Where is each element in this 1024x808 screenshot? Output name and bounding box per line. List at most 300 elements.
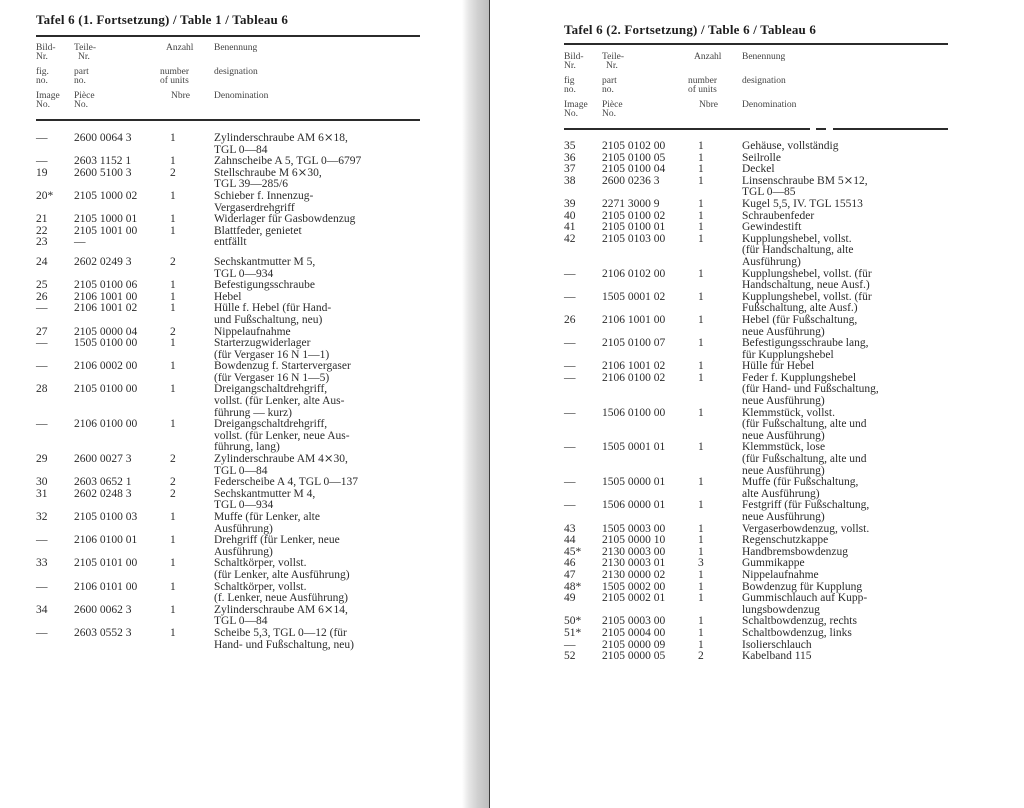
- quantity: 1: [698, 313, 704, 326]
- parts-list: [564, 141, 964, 663]
- description-line: Festgriff (für Fußschaltung,: [742, 499, 870, 512]
- table-row: [36, 133, 426, 156]
- quantity: 1: [698, 209, 704, 222]
- description-line: für Kupplungshebel: [742, 348, 834, 361]
- parts-list: [36, 133, 426, 651]
- right-page: [490, 0, 1024, 808]
- quantity: 1: [698, 626, 704, 639]
- header-fig-en-2: no.: [564, 85, 576, 95]
- quantity: 1: [698, 406, 704, 419]
- quantity: 1: [170, 418, 176, 431]
- description-line: Kugel 5,5, IV. TGL 15513: [742, 197, 863, 210]
- header-part-en-2: no.: [74, 76, 86, 86]
- description-line: Starterzugwiderlager: [214, 337, 311, 350]
- table-title: Tafel 6 (2. Fortsetzung) / Table 6 / Tableau 6: [564, 22, 817, 37]
- description-line: Widerlager für Gasbowdenzug: [214, 213, 356, 226]
- part-number: 2105 0103 00: [602, 232, 666, 245]
- part-number: 2105 0000 09: [602, 638, 666, 651]
- fig-number: 50*: [564, 615, 582, 628]
- description: [214, 361, 426, 384]
- header-fig-de-2: Nr.: [564, 61, 576, 71]
- quantity: 2: [698, 650, 704, 663]
- description-line: Handschaltung, neue Ausf.): [742, 279, 870, 292]
- description-line: Schaltbowdenzug, rechts: [742, 615, 857, 628]
- part-number: 1505 0001 02: [602, 290, 666, 303]
- description-line: (für Lenker, alte Ausführung): [214, 568, 350, 581]
- description: [214, 605, 426, 628]
- description-line: Schieber f. Innenzug-: [214, 189, 314, 202]
- description-line: TGL 0—84: [214, 464, 268, 477]
- quantity: 1: [698, 615, 704, 628]
- description-line: Hebel: [214, 290, 242, 303]
- header-top-rule: [36, 35, 420, 37]
- description-line: Bowdenzug f. Startervergaser: [214, 360, 351, 373]
- part-number: 2130 0003 00: [602, 545, 666, 558]
- table-row: [564, 141, 964, 153]
- table-row: [564, 500, 964, 523]
- description-line: Hebel (für Fußschaltung,: [742, 313, 858, 326]
- part-number: 2105 0100 00: [74, 383, 138, 396]
- description-line: neue Ausführung): [742, 464, 825, 477]
- table-row: [564, 292, 964, 315]
- table-row: [36, 489, 426, 512]
- description-line: neue Ausführung): [742, 429, 825, 442]
- table-row: [564, 338, 964, 361]
- description: [214, 168, 426, 191]
- description: [214, 237, 426, 249]
- table-row: [564, 593, 964, 616]
- part-number: 2105 0003 00: [602, 615, 666, 628]
- quantity: 1: [170, 360, 176, 373]
- part-number: 2106 0102 00: [602, 267, 666, 280]
- description-line: Kabelband 115: [742, 650, 812, 663]
- description: [214, 512, 426, 535]
- part-number: 2602 0248 3: [74, 487, 132, 500]
- description: [742, 141, 964, 153]
- description-line: Gummikappe: [742, 557, 805, 570]
- table-row: [36, 384, 426, 419]
- description-line: und Fußschaltung, neu): [214, 313, 323, 326]
- description: [214, 489, 426, 512]
- description-line: TGL 0—84: [214, 143, 268, 156]
- part-number: 2130 0000 02: [602, 568, 666, 581]
- description-line: Klemmstück, lose: [742, 441, 826, 454]
- description: [742, 570, 964, 582]
- fig-number: 27: [36, 325, 48, 338]
- fig-number: —: [564, 371, 576, 384]
- table-row: [36, 303, 426, 326]
- description-line: Zylinderschraube AM 6⨯18,: [214, 132, 348, 144]
- quantity: 1: [698, 151, 704, 164]
- left-page: [0, 0, 462, 808]
- table-row: [564, 234, 964, 269]
- header-part-de: Teile-: [602, 52, 625, 62]
- fig-number: 32: [36, 511, 48, 523]
- description-line: Zahnscheibe A 5, TGL 0—6797: [214, 155, 362, 168]
- description-line: neue Ausführung): [742, 325, 825, 338]
- description-line: Blattfeder, genietet: [214, 224, 302, 237]
- fig-number: —: [564, 638, 576, 651]
- quantity: 1: [170, 224, 176, 237]
- part-number: 2106 0002 00: [74, 360, 138, 373]
- quantity: 1: [698, 290, 704, 303]
- quantity: 2: [170, 453, 176, 466]
- header-bottom-rule: [36, 119, 420, 121]
- description-line: führung — kurz): [214, 406, 292, 419]
- header-desc-fr: Denomination: [742, 100, 797, 110]
- description: [742, 269, 964, 292]
- table-row: [36, 535, 426, 558]
- part-number: 2105 0101 00: [74, 557, 138, 570]
- header-qty-en: number: [160, 67, 190, 77]
- quantity: 1: [170, 580, 176, 593]
- description: [742, 651, 964, 663]
- book-gutter: [462, 0, 489, 808]
- quantity: 1: [698, 267, 704, 280]
- part-number: 2106 1001 00: [74, 290, 138, 303]
- description-line: Vergaserdrehgriff: [214, 201, 295, 214]
- description-line: Nippelaufnahme: [742, 568, 819, 581]
- description-line: Gewindestift: [742, 221, 802, 234]
- column-header: [36, 43, 420, 113]
- description-line: führung, lang): [214, 441, 280, 454]
- header-qty-fr: Nbre: [171, 91, 190, 101]
- description-line: Dreigangschaltdrehgriff,: [214, 383, 328, 396]
- description-line: (für Handschaltung, alte: [742, 244, 854, 257]
- quantity: 1: [698, 337, 704, 350]
- fig-number: —: [36, 580, 48, 593]
- description-line: Deckel: [742, 163, 775, 176]
- description-line: alte Ausführung): [742, 487, 820, 500]
- quantity: 1: [170, 534, 176, 547]
- table-row: [36, 257, 426, 280]
- column-header: [564, 52, 948, 122]
- description-line: TGL 0—85: [742, 186, 796, 199]
- description-line: Klemmstück, vollst.: [742, 406, 835, 419]
- part-number: 2600 5100 3: [74, 166, 132, 179]
- description-line: Ausführung): [214, 545, 273, 558]
- description-line: Hand- und Fußschaltung, neu): [214, 638, 354, 651]
- header-top-rule: [564, 43, 948, 45]
- part-number: 2105 0000 10: [602, 534, 666, 547]
- part-number: 2105 0100 06: [74, 279, 138, 292]
- quantity: 1: [698, 476, 704, 489]
- description-line: Scheibe 5,3, TGL 0—12 (für: [214, 626, 347, 639]
- header-qty-de: Anzahl: [166, 43, 194, 53]
- part-number: 1506 0000 01: [602, 499, 666, 512]
- part-number: 2106 0100 01: [74, 534, 138, 547]
- description-line: Linsenschraube BM 5⨯12,: [742, 174, 868, 187]
- fig-number: 49: [564, 592, 576, 605]
- part-number: 2106 1001 02: [74, 302, 138, 315]
- description: [214, 338, 426, 361]
- header-qty-en: number: [688, 76, 718, 86]
- table-row: [36, 237, 426, 249]
- description: [214, 214, 426, 226]
- table-row: [564, 269, 964, 292]
- table-row: [564, 373, 964, 408]
- description-line: Hülle für Hebel: [742, 360, 815, 373]
- header-fig-de: Bild-: [36, 43, 56, 53]
- table-row: [564, 176, 964, 199]
- part-number: 2105 0100 04: [602, 163, 666, 176]
- quantity: 1: [170, 213, 176, 226]
- table-row: [36, 361, 426, 384]
- fig-number: 34: [36, 603, 48, 616]
- table-row: [564, 442, 964, 477]
- quantity: 1: [698, 360, 704, 373]
- part-number: 2603 0652 1: [74, 476, 132, 489]
- part-number: 2105 0004 00: [602, 626, 666, 639]
- quantity: 3: [698, 557, 704, 570]
- header-bottom-rule-left: [564, 128, 810, 130]
- description-line: Nippelaufnahme: [214, 325, 291, 338]
- fig-number: 46: [564, 557, 576, 570]
- description-line: Befestigungsschraube lang,: [742, 337, 869, 350]
- part-number: 2105 0100 07: [602, 337, 666, 350]
- description-line: Schaltbowdenzug, links: [742, 626, 852, 639]
- part-number: 2600 0062 3: [74, 603, 132, 616]
- quantity: 2: [170, 255, 176, 268]
- description: [214, 454, 426, 477]
- description: [742, 628, 964, 640]
- part-number: 2600 0236 3: [602, 174, 660, 187]
- header-fig-en: fig.: [36, 67, 49, 77]
- description-line: Ausführung): [214, 522, 273, 535]
- header-fig-de: Bild-: [564, 52, 584, 62]
- header-desc-en: designation: [214, 67, 258, 77]
- part-number: 2105 0100 01: [602, 221, 666, 234]
- description: [214, 280, 426, 292]
- description-line: Gehäuse, vollständig: [742, 140, 839, 152]
- header-part-de-2: Nr.: [606, 61, 618, 71]
- header-part-en: part: [602, 76, 617, 86]
- fig-number: 30: [36, 476, 48, 489]
- quantity: 1: [170, 189, 176, 202]
- table-row: [564, 315, 964, 338]
- description-line: (für Hand- und Fußschaltung,: [742, 383, 879, 396]
- description-line: Regenschutzkappe: [742, 534, 829, 547]
- description-line: TGL 0—934: [214, 499, 274, 512]
- header-qty-en-2: of units: [160, 76, 189, 86]
- quantity: 1: [170, 302, 176, 315]
- description-line: TGL 0—84: [214, 615, 268, 628]
- header-fig-de-2: Nr.: [36, 52, 48, 62]
- part-number: 2600 0027 3: [74, 453, 132, 466]
- header-qty-fr: Nbre: [699, 100, 718, 110]
- description-line: Kupplungshebel, vollst. (für: [742, 290, 872, 303]
- part-number: —: [74, 236, 86, 249]
- description: [214, 303, 426, 326]
- header-desc-de: Benennung: [214, 43, 258, 53]
- table-row: [564, 477, 964, 500]
- part-number: 2105 0000 04: [74, 325, 138, 338]
- fig-number: 26: [36, 290, 48, 303]
- description-line: Handbremsbowdenzug: [742, 545, 849, 558]
- fig-number: —: [564, 499, 576, 512]
- description: [214, 191, 426, 214]
- quantity: 1: [170, 279, 176, 292]
- part-number: 2105 0000 05: [602, 650, 666, 663]
- part-number: 2105 0002 01: [602, 592, 666, 605]
- description: [214, 384, 426, 419]
- description-line: Federscheibe A 4, TGL 0—137: [214, 476, 359, 489]
- quantity: 1: [698, 441, 704, 454]
- description-line: Hülle f. Hebel (für Hand-: [214, 302, 332, 315]
- description-line: vollst. (für Lenker, neue Aus-: [214, 429, 350, 442]
- description-line: Gummischlauch auf Kupp-: [742, 592, 868, 605]
- table-row: [36, 168, 426, 191]
- description-line: Seilrolle: [742, 151, 781, 164]
- description-line: Schaltkörper, vollst.: [214, 557, 307, 570]
- description-line: Drehgriff (für Lenker, neue: [214, 534, 340, 547]
- table-row: [36, 419, 426, 454]
- header-bottom-rule-right: [833, 128, 948, 130]
- description-line: Schaltkörper, vollst.: [214, 580, 307, 593]
- quantity: 1: [698, 197, 704, 210]
- fig-number: 52: [564, 650, 576, 663]
- header-part-de: Teile-: [74, 43, 97, 53]
- table-row: [36, 191, 426, 214]
- fig-number: 22: [36, 224, 48, 237]
- quantity: 1: [698, 499, 704, 512]
- description: [742, 234, 964, 269]
- fig-number: —: [564, 267, 576, 280]
- fig-number: 41: [564, 221, 576, 234]
- part-number: 2105 0100 02: [602, 209, 666, 222]
- header-part-fr-2: No.: [602, 109, 616, 119]
- description: [742, 315, 964, 338]
- fig-number: 33: [36, 557, 48, 570]
- description-line: Feder f. Kupplungshebel: [742, 371, 857, 384]
- description: [742, 222, 964, 234]
- quantity: 1: [698, 221, 704, 234]
- description-line: Schraubenfeder: [742, 209, 815, 222]
- header-fig-fr: Image: [564, 100, 588, 110]
- header-qty-de: Anzahl: [694, 52, 722, 62]
- quantity: 1: [170, 337, 176, 350]
- table-row: [36, 558, 426, 581]
- fig-number: 35: [564, 140, 576, 152]
- description: [214, 558, 426, 581]
- fig-number: 28: [36, 383, 48, 396]
- header-fig-fr-2: No.: [564, 109, 578, 119]
- description: [742, 373, 964, 408]
- description: [742, 408, 964, 443]
- quantity: 1: [698, 522, 704, 535]
- header-bottom-rule-mid: [816, 128, 826, 130]
- fig-number: —: [564, 290, 576, 303]
- description-line: Muffe (für Lenker, alte: [214, 511, 320, 523]
- header-qty-en-2: of units: [688, 85, 717, 95]
- fig-number: 43: [564, 522, 576, 535]
- quantity: 1: [698, 163, 704, 176]
- fig-number: 37: [564, 163, 576, 176]
- quantity: 2: [170, 166, 176, 179]
- table-row: [564, 222, 964, 234]
- quantity: 1: [170, 557, 176, 570]
- description: [214, 133, 426, 156]
- description-line: Dreigangschaltdrehgriff,: [214, 418, 328, 431]
- description: [214, 582, 426, 605]
- description: [742, 199, 964, 211]
- description: [742, 500, 964, 523]
- table-row: [564, 408, 964, 443]
- part-number: 2105 0100 05: [602, 151, 666, 164]
- part-number: 2603 1152 1: [74, 155, 132, 168]
- part-number: 2105 1000 01: [74, 213, 138, 226]
- quantity: 1: [170, 132, 176, 144]
- header-fig-en: fig: [564, 76, 575, 86]
- part-number: 2105 1000 02: [74, 189, 138, 202]
- description: [742, 477, 964, 500]
- quantity: 1: [170, 603, 176, 616]
- part-number: 1505 0001 01: [602, 441, 666, 454]
- description-line: Sechskantmutter M 4,: [214, 487, 316, 500]
- table-row: [36, 214, 426, 226]
- fig-number: 23: [36, 236, 48, 249]
- header-fig-fr-2: No.: [36, 100, 50, 110]
- description: [214, 419, 426, 454]
- description: [742, 176, 964, 199]
- part-number: 2600 0064 3: [74, 132, 132, 144]
- fig-number: —: [36, 534, 48, 547]
- fig-number: 26: [564, 313, 576, 326]
- header-fig-fr: Image: [36, 91, 60, 101]
- fig-number: —: [36, 155, 48, 168]
- quantity: 1: [170, 511, 176, 523]
- header-part-en-2: no.: [602, 85, 614, 95]
- header-part-en: part: [74, 67, 89, 77]
- fig-number: 25: [36, 279, 48, 292]
- table-row: [36, 280, 426, 292]
- fig-number: 45*: [564, 545, 582, 558]
- description-line: vollst. (für Lenker, alte Aus-: [214, 395, 345, 408]
- header-desc-de: Benennung: [742, 52, 786, 62]
- quantity: 2: [170, 325, 176, 338]
- fig-number: 51*: [564, 626, 582, 639]
- part-number: 1505 0003 00: [602, 522, 666, 535]
- quantity: 1: [170, 626, 176, 639]
- part-number: 2602 0249 3: [74, 255, 132, 268]
- quantity: 1: [698, 534, 704, 547]
- fig-number: —: [564, 406, 576, 419]
- fig-number: —: [36, 360, 48, 373]
- fig-number: —: [564, 337, 576, 350]
- header-part-fr: Pièce: [602, 100, 623, 110]
- table-row: [36, 512, 426, 535]
- description-line: (für Fußschaltung, alte und: [742, 453, 867, 466]
- description-line: Ausführung): [742, 255, 801, 268]
- description: [742, 153, 964, 165]
- fig-number: 21: [36, 213, 48, 226]
- description: [742, 338, 964, 361]
- table-row: [36, 582, 426, 605]
- table-row: [564, 628, 964, 640]
- description-line: neue Ausführung): [742, 395, 825, 408]
- fig-number: —: [36, 418, 48, 431]
- description-line: Kupplungshebel, vollst.: [742, 232, 852, 245]
- part-number: 2105 0100 03: [74, 511, 138, 523]
- description-line: entfällt: [214, 236, 247, 249]
- table-row: [564, 570, 964, 582]
- part-number: 2105 1001 00: [74, 224, 138, 237]
- description-line: Fußschaltung, alte Ausf.): [742, 302, 858, 315]
- description-line: Sechskantmutter M 5,: [214, 255, 316, 268]
- part-number: 2106 0100 02: [602, 371, 666, 384]
- description: [742, 292, 964, 315]
- description-line: lungsbowdenzug: [742, 603, 820, 616]
